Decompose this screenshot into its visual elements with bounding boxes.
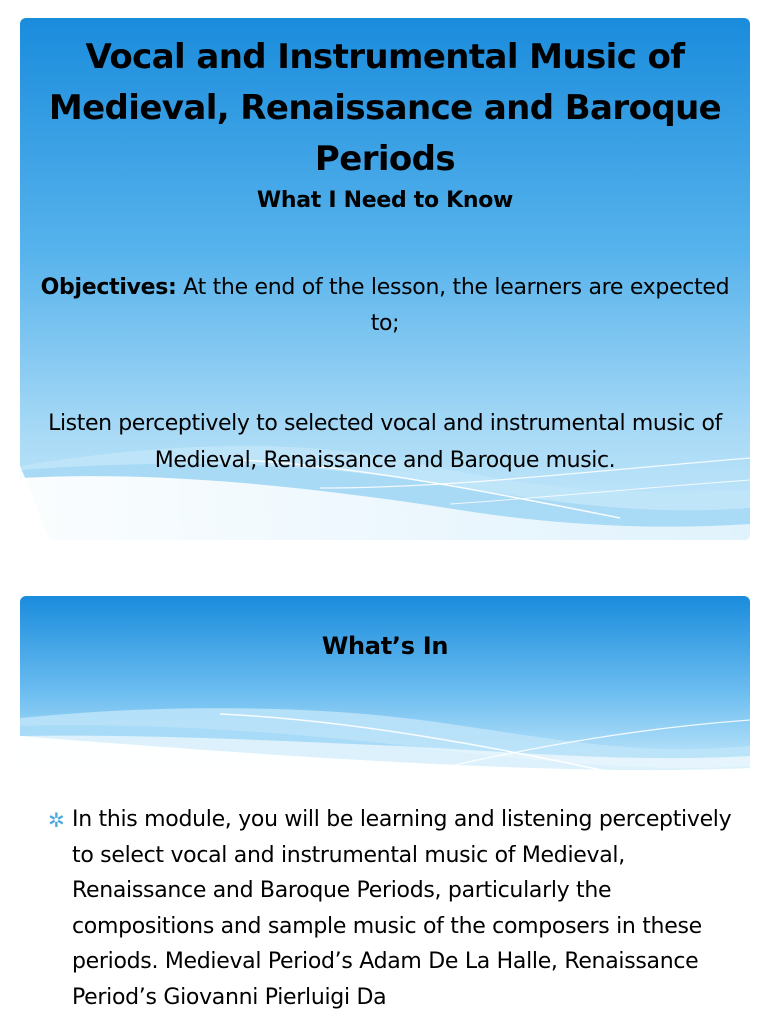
objectives-paragraph <box>40 270 730 342</box>
slide-whats-in <box>20 596 750 1024</box>
bullet-text: In this module, you will be learning and listening perceptively to select vocal and instrumental music of Medieval, Renaissance and Baroque Periods, particularly the compositions and sample music of the composers in these periods. Medieval Period’s Adam De La Halle, Renaissance Period’s Giovanni Pierluigi Da <box>72 807 732 1010</box>
objectives-label: Objectives: <box>40 275 177 300</box>
bullet-list-item <box>48 802 750 1015</box>
slide-subtitle: What I Need to Know <box>256 188 514 213</box>
asterisk-bullet-icon: ✲ <box>48 808 65 832</box>
slide-content <box>20 596 750 1024</box>
slide-what-i-need-to-know <box>20 18 750 540</box>
slide-content <box>20 18 750 540</box>
learning-goal: Listen perceptively to selected vocal and instrumental music of Medieval, Renaissance and Baroque music. <box>48 411 722 473</box>
slide-title: What’s In <box>321 632 449 660</box>
slide-title: Vocal and Instrumental Music of Medieval, Renaissance and Baroque Periods <box>48 37 722 179</box>
objectives-text: At the end of the lesson, the learners are expected to; <box>176 275 730 336</box>
